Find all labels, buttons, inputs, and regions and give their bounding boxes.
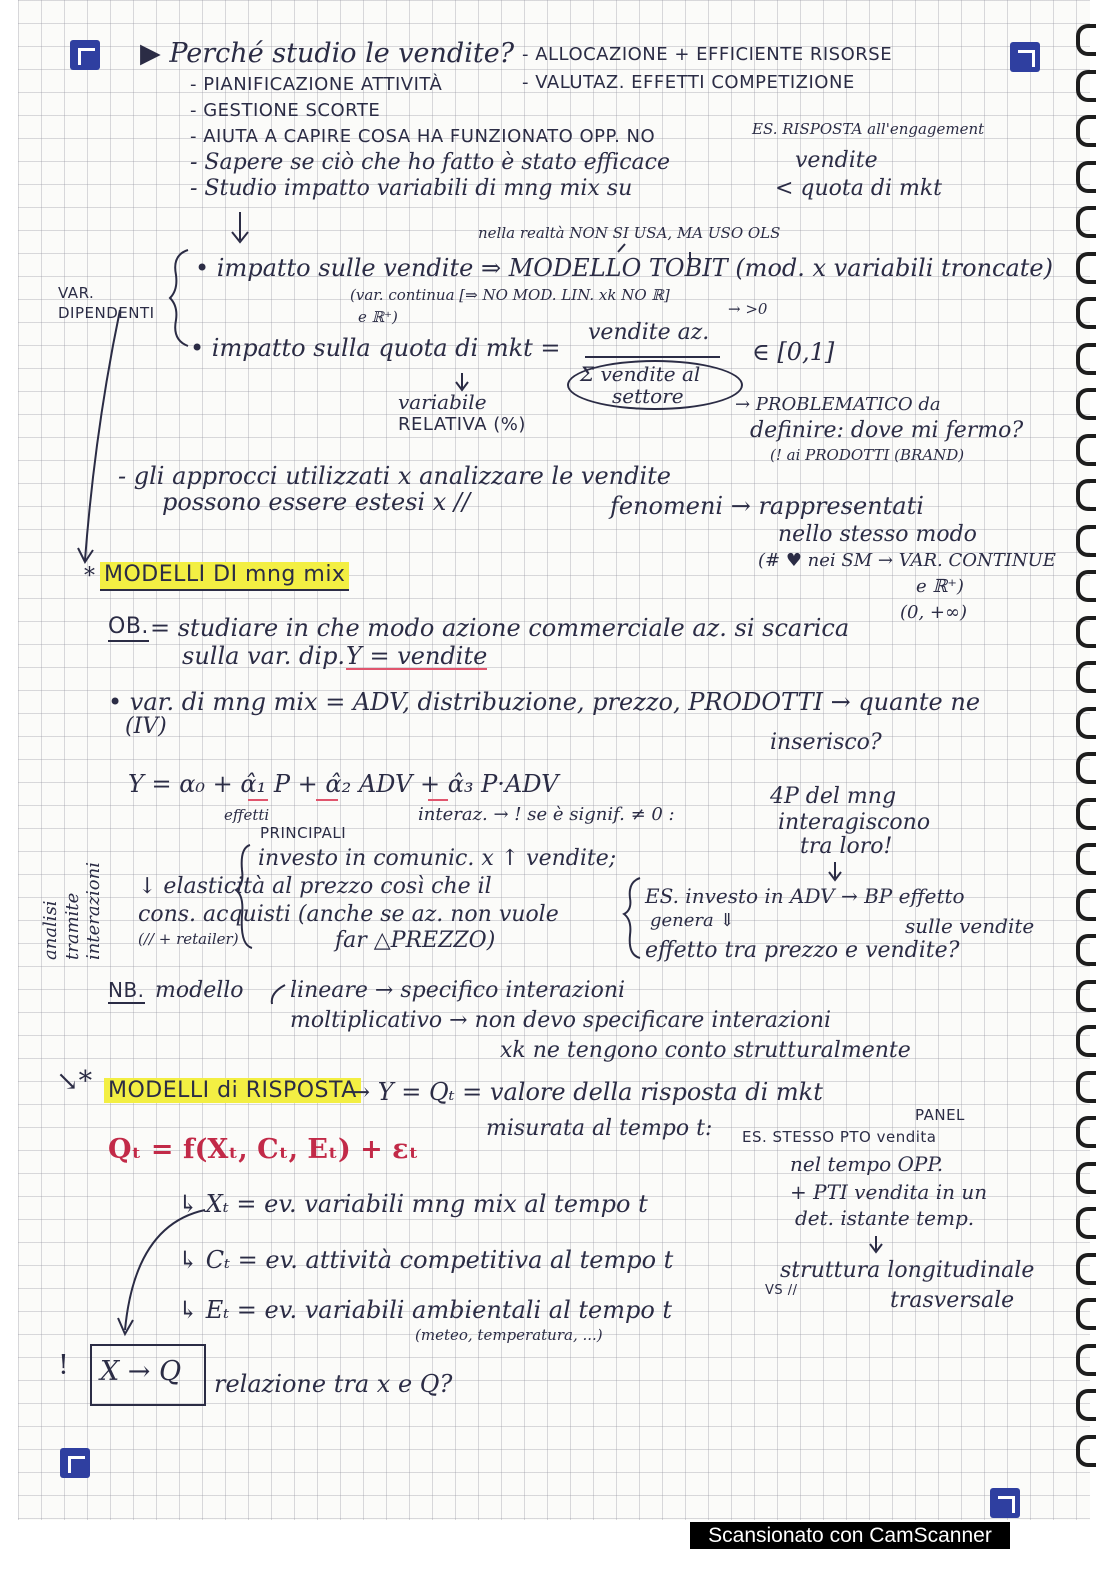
phenomena-note: fenomeni → rappresentati [610, 492, 924, 520]
response-models-heading: MODELLI di RISPOSTA [104, 1078, 361, 1103]
nb-multiplicative-2: xk ne tengono conto strutturalmente [500, 1038, 911, 1063]
regression-equation: Y = α₀ + α̂₁ P + α̂₂ ADV + α̂₃ P·ADV [128, 770, 559, 798]
zero-infinity-interval: (0, +∞) [900, 602, 968, 623]
invest-line1: investo in comunic. x ↑ vendite; [258, 846, 617, 871]
versus-note: VS // [765, 1283, 798, 1298]
four-p-line2: interagiscono [778, 810, 931, 835]
problematic-define: definire: dove mi fermo? [750, 418, 1024, 443]
invest-line2: ↓ elasticità al prezzo così che il [138, 874, 492, 899]
iv-label: (IV) [125, 714, 167, 739]
interval-zero-one: ∈ [0,1] [752, 338, 835, 366]
et-definition: ↳ Eₜ = ev. variabili ambientali al tempo t [178, 1296, 673, 1324]
exclamation-mark: ! [58, 1350, 69, 1381]
panel-line2: nel tempo OPP. [790, 1152, 944, 1176]
vertical-interactions-note: analisi tramite interazioni [40, 862, 105, 960]
response-heading-wrap [104, 1080, 361, 1102]
objective-y-sales: Y = vendite [346, 642, 488, 670]
section-question-title: ▶ Perché studio le vendite? [140, 38, 515, 69]
weather-note: (meteo, temperatura, ...) [415, 1326, 603, 1344]
nb-linear: lineare → specifico interazioni [290, 978, 626, 1003]
reason-understand: - AIUTA A CAPIRE COSA HA FUNZIONATO OPP. NO [190, 126, 656, 147]
fraction-denominator-line1: Σ vendite al [580, 362, 701, 386]
tobit-reality-note: nella realtà NON SI USA, MA USO OLS [478, 224, 781, 242]
response-definition: → Y = Qₜ = valore della risposta di mkt [350, 1078, 823, 1106]
reason-planning: - PIANIFICAZIONE ATTIVITÀ [190, 74, 443, 95]
cross-sectional-note: trasversale [890, 1288, 1015, 1313]
reason-impact: - Studio impatto variabili di mng mix su [190, 176, 633, 201]
star-bullet: * [84, 564, 95, 589]
continuous-vars-note: (# ♥ nei SM → VAR. CONTINUE [758, 550, 1056, 571]
approaches-line2: possono essere estesi x // [162, 488, 471, 516]
approaches-line1: - gli approcci utilizzati x analizzare le vendite [118, 462, 672, 490]
nb-label: NB. [108, 978, 145, 1002]
adv-example-line4: effetto tra prezzo e vendite? [645, 938, 960, 963]
adv-example-line2: genera ⇓ [650, 910, 735, 931]
reason-stock: - GESTIONE SCORTE [190, 100, 381, 121]
relative-variable-label: variabile [398, 390, 487, 414]
adv-example-line3: sulle vendite [905, 914, 1035, 938]
objective-line2: sulla var. dip. [182, 642, 346, 670]
longitudinal-structure: struttura longitudinale [780, 1258, 1035, 1283]
arrow-bullet: ↘* [56, 1066, 93, 1097]
main-effects-label: PRINCIPALI [260, 824, 347, 842]
how-many-note: inserisco? [770, 730, 882, 755]
relation-question: relazione tra x e Q? [214, 1370, 453, 1398]
nb-model: modello [155, 978, 244, 1003]
reason-efficacy: - Sapere se ciò che ho fatto è stato efficace [190, 150, 670, 175]
panel-label: PANEL [915, 1106, 965, 1124]
continuous-variable-note: (var. continua [⇒ NO MOD. LIN. xk NO ℝ] [350, 286, 670, 304]
engagement-note: ES. RISPOSTA all'engagement [752, 120, 985, 138]
greater-than-zero-note: → >0 [728, 300, 768, 318]
x-to-q-relation: X → Q [100, 1356, 182, 1387]
relative-variable-percent: RELATIVA (%) [398, 414, 526, 435]
mng-mix-heading-wrap [100, 564, 349, 586]
objective-line1: = studiare in che modo azione commerciale az. si scarica [150, 614, 850, 642]
ct-definition: ↳ Cₜ = ev. attività competitiva al tempo t [178, 1246, 674, 1274]
impact-market-share-line: • impatto sulla quota di mkt = [190, 334, 561, 362]
problematic-note: → PROBLEMATICO da [735, 394, 941, 415]
invest-line4: (// + retailer) [138, 930, 239, 948]
mng-mix-variables: • var. di mng mix = ADV, distribuzione, prezzo, PRODOTTI → quante ne [108, 688, 981, 716]
market-share-note: < quota di mkt [775, 176, 943, 201]
same-way-note: nello stesso modo [778, 522, 977, 547]
side-note-allocation: - ALLOCAZIONE + EFFICIENTE RISORSE [522, 44, 893, 65]
camscanner-watermark: Scansionato con CamScanner [690, 1522, 1010, 1549]
objective-label: OB. [108, 616, 149, 642]
panel-line4: det. istante temp. [795, 1206, 975, 1230]
adv-example-line1: ES. investo in ADV → BP effetto [645, 884, 965, 908]
panel-example: ES. STESSO PTO vendita [742, 1128, 937, 1146]
nb-multiplicative: moltiplicativo → non devo specificare interazioni [290, 1008, 832, 1033]
response-definition-2: misurata al tempo t: [486, 1116, 713, 1141]
positive-reals-note-2: e ℝ⁺) [916, 576, 964, 597]
positive-reals-note: e ℝ⁺) [358, 308, 398, 326]
invest-line3: cons. acquisti (anche se az. non vuole [138, 902, 559, 927]
impact-sales-line: • impatto sulle vendite ⇒ MODELLO TOBIT (mod. x variabili troncate) [195, 254, 1053, 282]
vendite-note: vendite [795, 148, 878, 173]
products-brand-note: (! ai PRODOTTI (BRAND) [770, 446, 965, 464]
four-p-line1: 4P del mng [770, 784, 897, 809]
response-formula: Qₜ = f(Xₜ, Cₜ, Eₜ) + εₜ [108, 1134, 419, 1165]
mng-mix-heading: MODELLI DI mng mix [100, 562, 349, 591]
dependent-variables-label: VAR. DIPENDENTI [58, 284, 155, 322]
side-note-competition: - VALUTAZ. EFFETTI COMPETIZIONE [522, 72, 855, 93]
four-p-line3: tra loro! [800, 834, 893, 859]
interaction-significance-note: interaz. → ! se è signif. ≠ 0 : [418, 804, 675, 825]
effects-label: effetti [224, 806, 270, 824]
fraction-denominator-line2: settore [612, 384, 684, 408]
fraction-numerator: vendite az. [588, 320, 710, 345]
invest-line5: far △PREZZO) [335, 928, 496, 953]
xt-definition: ↳ Xₜ = ev. variabili mng mix al tempo t [178, 1190, 648, 1218]
panel-line3: + PTI vendita in un [790, 1180, 988, 1204]
